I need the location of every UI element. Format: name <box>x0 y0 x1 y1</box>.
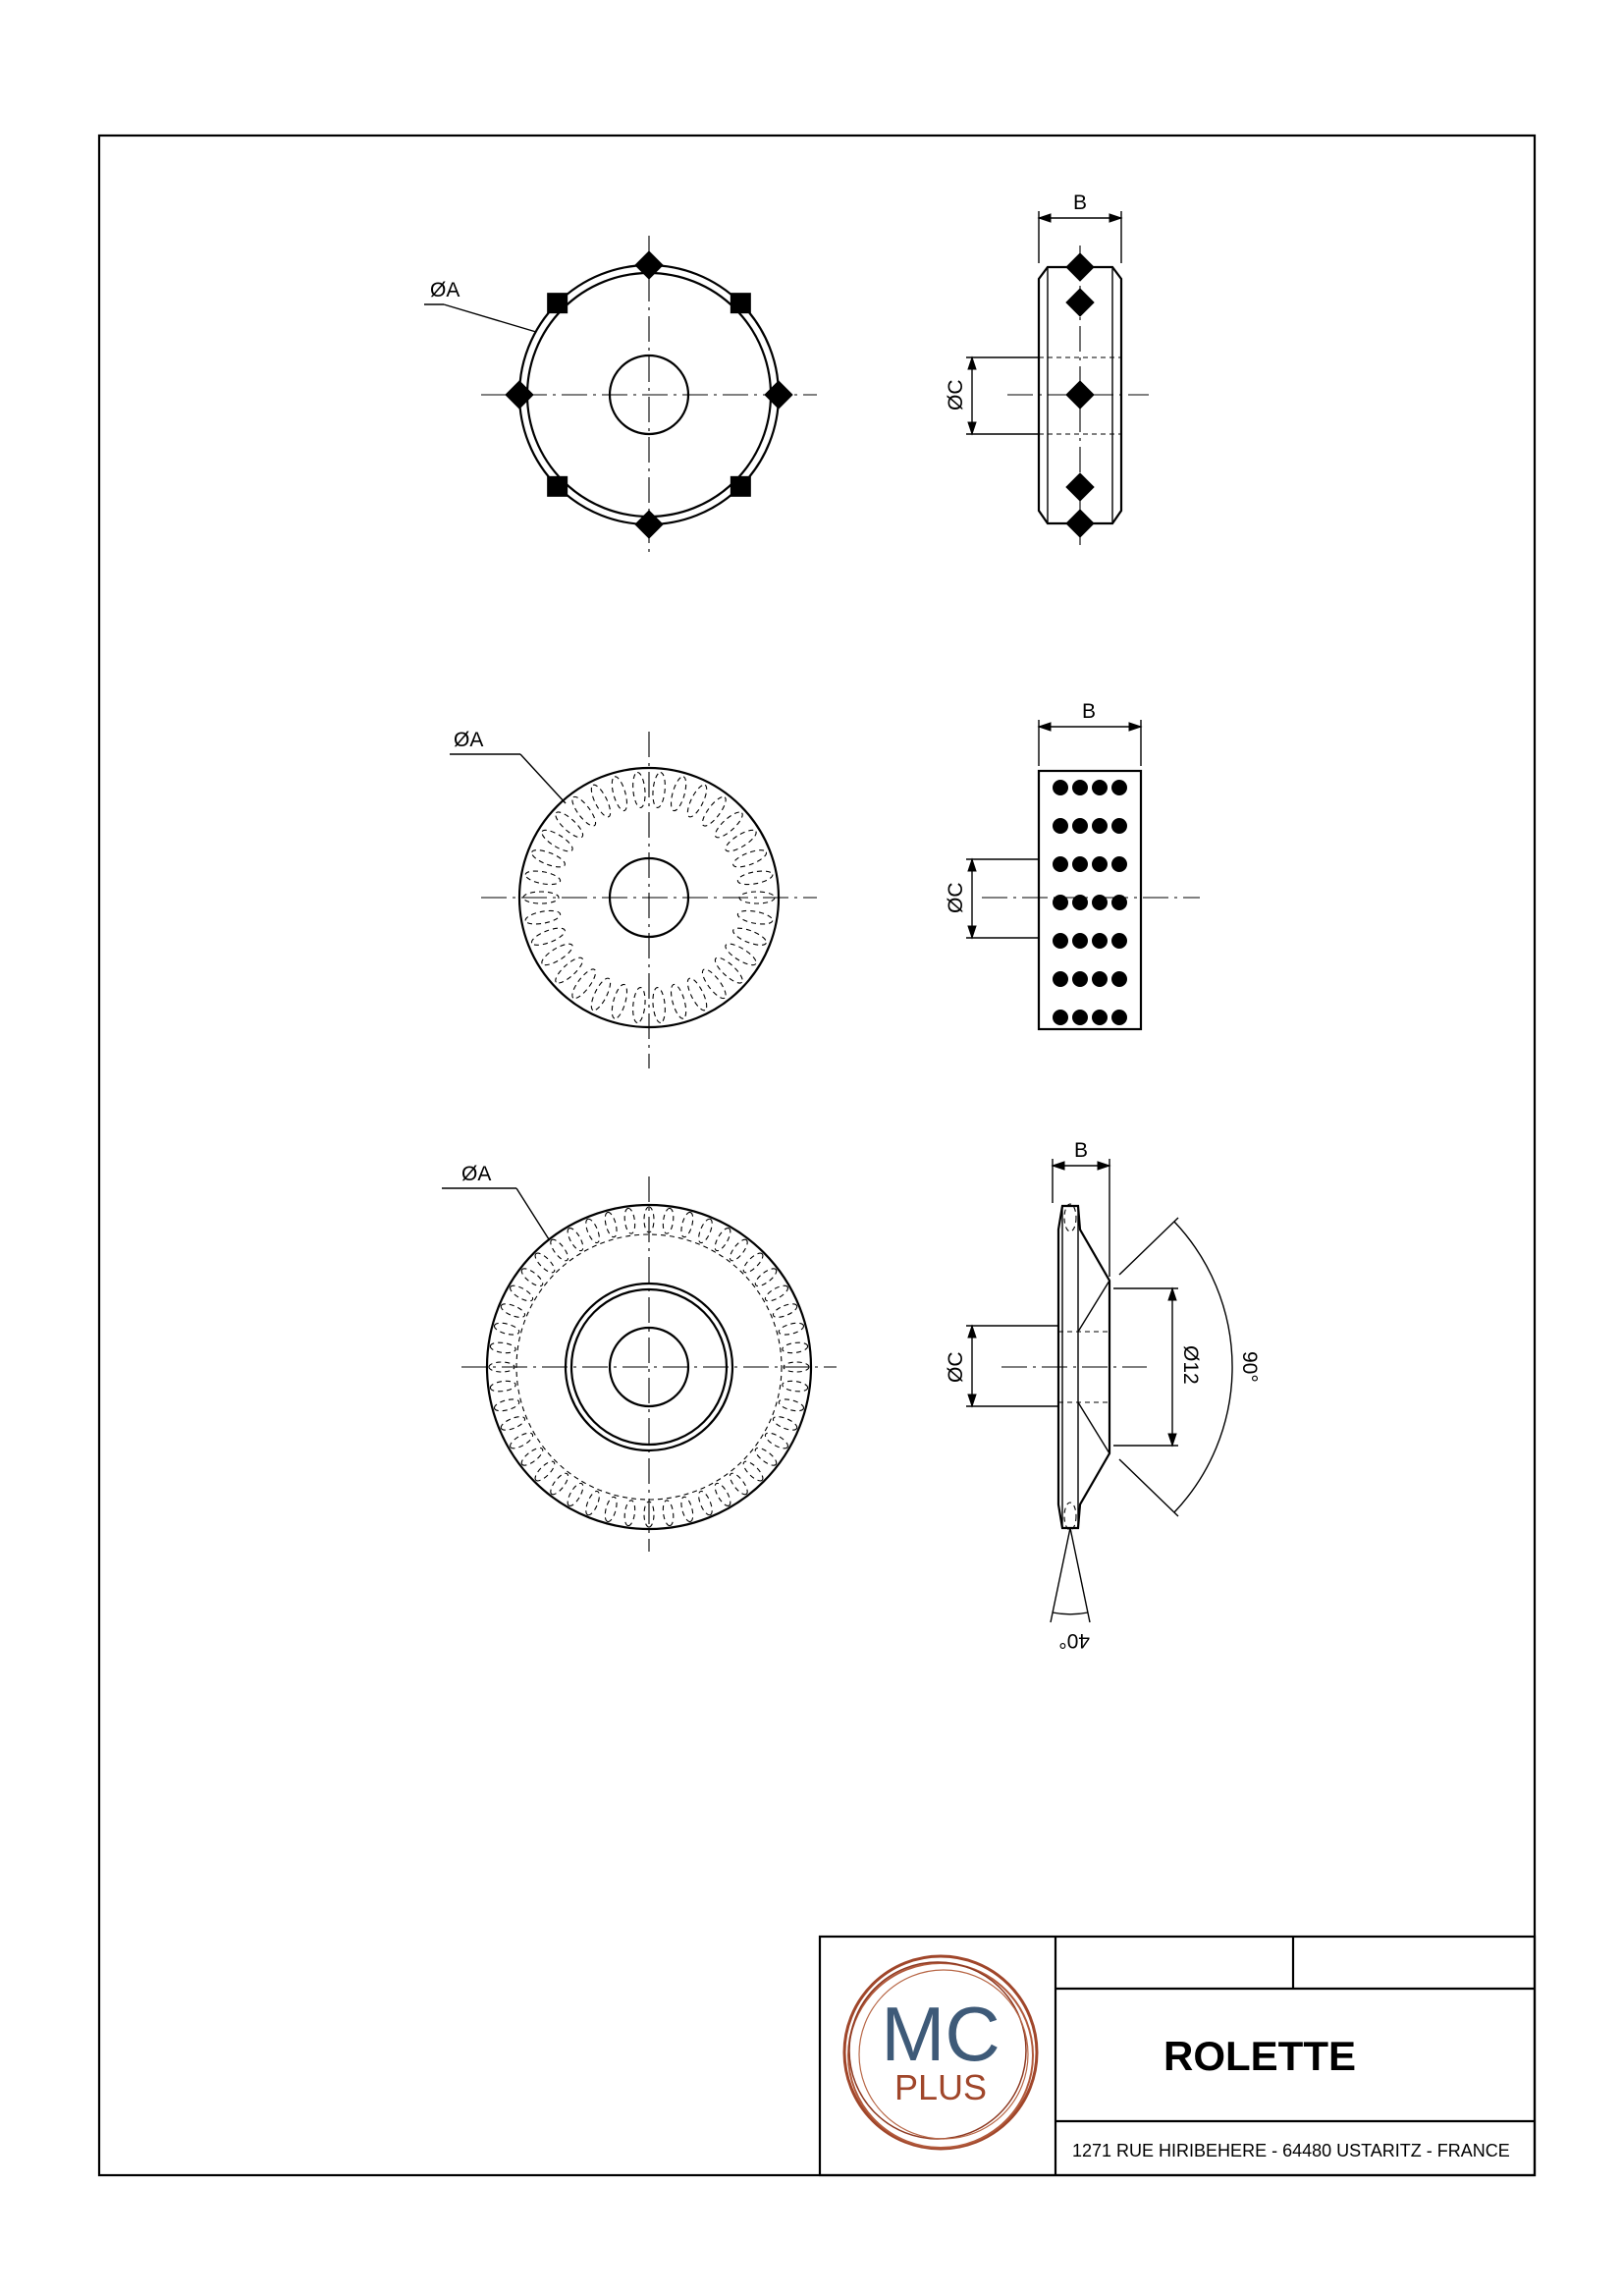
knurl-mark <box>519 1266 546 1289</box>
tooth-diamond <box>506 381 533 409</box>
logo-mc-text: MC <box>881 1991 1001 2077</box>
tooth-square <box>730 476 750 496</box>
view3-angle-90-label: 90° <box>1238 1351 1261 1383</box>
knurl-mark <box>552 955 586 987</box>
knurl-dot <box>1093 972 1108 987</box>
knurl-mark <box>699 966 730 1002</box>
tooth-diamond <box>765 381 792 409</box>
knurl-mark <box>679 1211 695 1238</box>
knurl-mark <box>736 869 774 887</box>
knurl-dot <box>1073 896 1088 910</box>
view1-width-b-label: B <box>1073 191 1088 214</box>
knurl-dot <box>1112 781 1127 795</box>
knurl-mark <box>623 1500 636 1526</box>
knurl-dot <box>1073 1011 1088 1025</box>
knurl-mark <box>529 925 567 949</box>
view1-bore-c-label: ØC <box>945 379 967 410</box>
knurl-dot <box>1112 934 1127 949</box>
knurl-mark <box>508 1430 535 1451</box>
knurl-mark <box>684 976 711 1013</box>
knurl-mark <box>508 1283 535 1304</box>
knurl-mark <box>772 1414 799 1433</box>
knurl-mark <box>782 1341 808 1354</box>
view1-side <box>945 191 1149 545</box>
knurl-mark <box>727 1471 750 1498</box>
view2-bore-c-label: ØC <box>945 882 967 913</box>
knurl-mark <box>565 1226 586 1253</box>
knurl-mark <box>778 1397 805 1413</box>
knurl-mark <box>493 1321 520 1337</box>
view3-side <box>945 1139 1261 1652</box>
knurl-mark <box>583 1490 602 1517</box>
knurl-dot <box>1054 1011 1068 1025</box>
knurl-dot <box>1073 781 1088 795</box>
knurl-dot <box>1073 857 1088 872</box>
knurl-mark <box>499 1414 526 1433</box>
knurl-dot <box>1112 1011 1127 1025</box>
knurl-mark <box>772 1301 799 1320</box>
knurl-mark <box>782 1380 808 1393</box>
knurl-mark <box>552 808 586 841</box>
knurl-mark <box>731 847 769 870</box>
knurl-mark <box>568 793 599 829</box>
sheet-border <box>99 136 1535 2175</box>
tooth-diamond <box>635 511 663 538</box>
view2-width-b-label: B <box>1082 700 1097 723</box>
knurl-mark <box>490 1380 516 1393</box>
view3-bore-c-label: ØC <box>945 1351 967 1383</box>
knurl-mark <box>532 1458 557 1483</box>
knurl-mark <box>532 1250 557 1275</box>
knurl-mark <box>499 1301 526 1320</box>
view3-angle-40-label: 40° <box>1058 1629 1090 1652</box>
knurl-mark <box>712 808 746 841</box>
knurl-mark <box>588 783 615 820</box>
view1-diameter-a-label: ØA <box>430 279 460 301</box>
knurl-mark <box>763 1430 790 1451</box>
knurl-mark <box>727 1237 750 1264</box>
view2-diameter-a-label: ØA <box>454 729 484 751</box>
view3-diameter-a-label: ØA <box>461 1163 492 1185</box>
knurl-mark <box>763 1283 790 1304</box>
knurl-mark <box>699 793 730 829</box>
knurl-mark <box>524 869 562 887</box>
knurl-mark <box>490 1341 516 1354</box>
knurl-dot <box>1112 819 1127 834</box>
knurl-mark <box>548 1471 571 1498</box>
knurl-dot <box>1093 1011 1108 1025</box>
knurl-dot <box>1073 934 1088 949</box>
knurl-mark <box>652 987 667 1023</box>
knurl-mark <box>740 1250 765 1275</box>
knurl-dot <box>1093 934 1108 949</box>
knurl-dot <box>1054 857 1068 872</box>
knurl-mark <box>568 966 599 1002</box>
knurl-dot <box>1112 896 1127 910</box>
knurl-mark <box>712 955 746 987</box>
drawing-title: ROLETTE <box>1163 2033 1356 2079</box>
knurl-dot <box>1054 781 1068 795</box>
knurl-dot <box>1054 819 1068 834</box>
knurl-mark <box>668 775 688 812</box>
knurl-mark <box>631 987 646 1023</box>
knurl-dot <box>1112 857 1127 872</box>
knurl-mark <box>603 1211 619 1238</box>
knurl-mark <box>679 1496 695 1523</box>
knurl-dot <box>1093 896 1108 910</box>
knurl-mark <box>529 847 567 870</box>
knurl-mark <box>684 783 711 820</box>
knurl-mark <box>696 1217 715 1244</box>
knurl-mark <box>548 1237 571 1264</box>
company-logo <box>844 1956 1037 2149</box>
knurl-mark <box>668 983 688 1020</box>
knurl-mark <box>588 976 615 1013</box>
knurl-mark <box>631 772 646 808</box>
knurl-mark <box>493 1397 520 1413</box>
view2-front <box>450 729 817 1068</box>
knurl-dot <box>1112 972 1127 987</box>
knurl-dot <box>1073 819 1088 834</box>
view3-front <box>442 1163 837 1552</box>
knurl-mark <box>740 1458 765 1483</box>
knurl-mark <box>731 925 769 949</box>
knurl-mark <box>778 1321 805 1337</box>
knurl-dot <box>1054 934 1068 949</box>
knurl-dot <box>1073 972 1088 987</box>
view2-knurl-dots <box>1054 781 1127 1025</box>
knurl-mark <box>609 775 629 812</box>
knurl-mark <box>753 1266 780 1289</box>
view2-side <box>945 700 1200 1029</box>
knurl-mark <box>603 1496 619 1523</box>
tooth-square <box>548 294 568 313</box>
logo-plus-text: PLUS <box>893 2067 988 2107</box>
knurl-mark <box>583 1217 602 1244</box>
company-address: 1271 RUE HIRIBEHERE - 64480 USTARITZ - FRANCE <box>1072 2141 1510 2160</box>
knurl-dot <box>1054 972 1068 987</box>
knurl-dot <box>1093 819 1108 834</box>
knurl-mark <box>652 772 667 808</box>
knurl-mark <box>736 908 774 926</box>
knurl-mark <box>662 1500 675 1526</box>
knurl-mark <box>565 1481 586 1508</box>
knurl-mark <box>696 1490 715 1517</box>
tooth-diamond <box>635 251 663 279</box>
knurl-mark <box>712 1226 733 1253</box>
knurl-mark <box>609 983 629 1020</box>
knurl-mark <box>519 1445 546 1468</box>
knurl-mark <box>623 1208 636 1234</box>
view3-width-b-label: B <box>1074 1139 1089 1162</box>
view3-diameter-12-label: Ø12 <box>1179 1345 1202 1385</box>
knurl-dot <box>1054 896 1068 910</box>
tooth-square <box>548 476 568 496</box>
knurl-dot <box>1093 781 1108 795</box>
knurl-mark <box>753 1445 780 1468</box>
tooth-square <box>730 294 750 313</box>
knurl-mark <box>662 1208 675 1234</box>
view1-front <box>424 236 817 552</box>
knurl-mark <box>712 1481 733 1508</box>
knurl-mark <box>524 908 562 926</box>
knurl-dot <box>1093 857 1108 872</box>
